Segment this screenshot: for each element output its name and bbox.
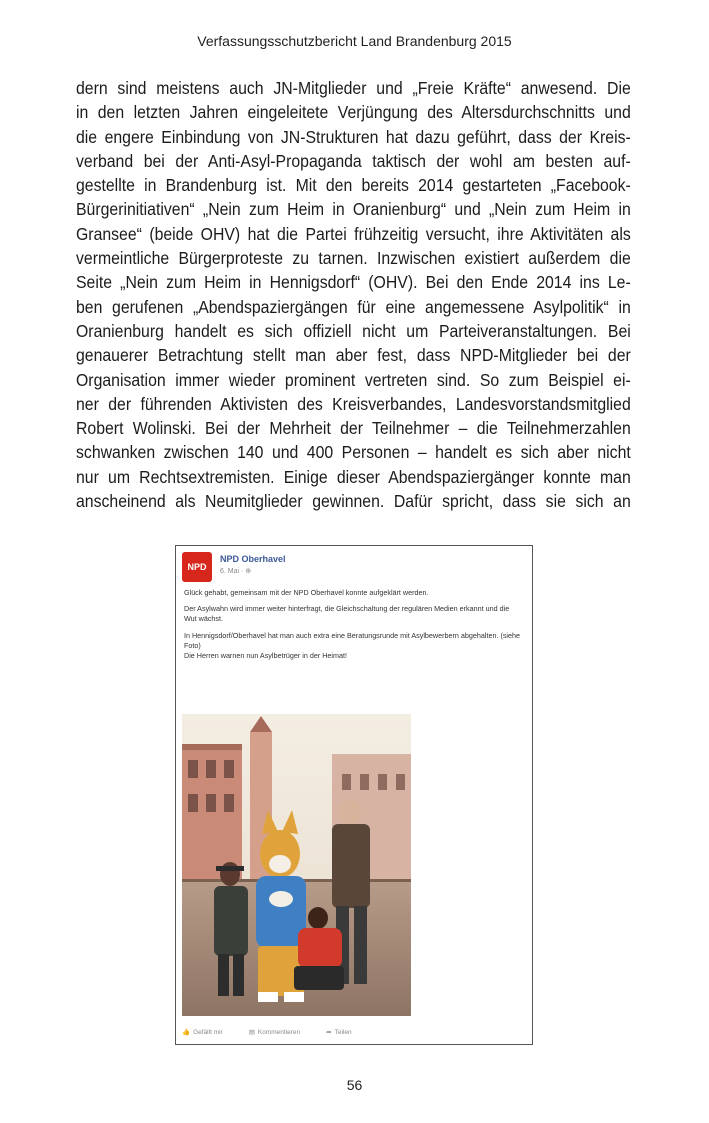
page-name-link[interactable]: NPD Oberhavel [220, 554, 286, 564]
share-icon: ➦ [326, 1029, 332, 1036]
comment-icon: ▤ [248, 1029, 255, 1036]
npd-logo-avatar[interactable]: NPD [182, 552, 212, 582]
text-line: nur um Rechtsextremisten. Einige dieser Abendspaziergänger konnte man [76, 466, 631, 487]
body-text [76, 76, 631, 513]
text-line: verband bei der Anti-Asyl-Propaganda taktisch der wohl am besten auf- [76, 150, 631, 171]
post-paragraph: In Hennigsdorf/Oberhavel hat man auch extra eine Beratungsrunde mit Asylbewerbern abgehalten. (siehe Foto) [184, 630, 521, 650]
text-line: anscheinend als Neumitglieder gewinnen. Dafür spricht, dass sie sich an [76, 491, 631, 512]
text-line: ben gerufenen „Abendspaziergängen für eine angemessene Asylpolitik“ in [76, 296, 631, 317]
facebook-post-screenshot [175, 545, 533, 1045]
text-line: Bürgerinitiativen“ „Nein zum Heim in Oranienburg“ und „Nein zum Heim in [76, 199, 631, 220]
text-line: schwanken zwischen 140 und 400 Personen – handelt es sich aber nicht [76, 442, 631, 463]
text-line: Organisation immer wieder prominent vertreten sind. So zum Beispiel ei- [76, 369, 631, 390]
text-line: Robert Wolinski. Bei der Mehrheit der Teilnehmer – die Teilnehmerzahlen [76, 418, 631, 439]
post-photo[interactable] [182, 714, 411, 1016]
like-button[interactable] [182, 1028, 223, 1036]
post-actions [182, 1028, 522, 1036]
post-paragraph: Die Herren warnen nun Asylbetrüger in der Heimat! [184, 651, 347, 661]
share-button[interactable] [326, 1028, 351, 1036]
thumbs-up-icon: 👍 [182, 1029, 191, 1036]
text-line: Seite „Nein zum Heim in Hennigsdorf“ (OHV). Bei den Ende 2014 ins Le- [76, 272, 631, 293]
comment-label: Kommentieren [257, 1028, 301, 1036]
text-line: genauerer Betrachtung stellt man aber fest, dass NPD-Mitglieder bei der [76, 345, 631, 366]
group-photo-image [182, 714, 411, 1016]
text-line: dern sind meistens auch JN-Mitglieder und „Freie Kräfte“ anwesend. Die [76, 78, 631, 98]
post-body [184, 588, 522, 667]
text-line: Oranienburg handelt es sich offiziell nicht um Parteiveranstaltungen. Bei [76, 320, 631, 341]
comment-button[interactable] [249, 1028, 300, 1036]
text-line: in den letzten Jahren eingeleitete Verjüngung des Altersdurchschnitts und [76, 102, 631, 123]
text-line: gestellte in Brandenburg ist. Mit den bereits 2014 gestarteten „Facebook- [76, 175, 631, 196]
text-line: ner der führenden Aktivisten des Kreisverbandes, Landesvorstandsmitglied [76, 393, 631, 414]
page-number: 56 [346, 1077, 363, 1093]
post-header [182, 552, 286, 582]
post-paragraph: Der Asylwahn wird immer weiter hinterfragt, die Gleichschaltung der regulären Medien erkannt und die Wut wächst. [184, 604, 510, 624]
share-label: Teilen [334, 1028, 352, 1036]
post-paragraph: Glück gehabt, gemeinsam mit der NPD Oberhavel konnte aufgeklärt werden. [184, 588, 429, 597]
post-date[interactable]: 6. Mai · ⊕ [220, 568, 252, 575]
text-line: Gransee“ (beide OHV) hat die Partei frühzeitig versucht, ihre Aktivitäten als [76, 223, 631, 244]
text-line: die engere Einbindung von JN-Strukturen hat dazu geführt, dass der Kreis- [76, 126, 631, 147]
text-line: vermeintliche Bürgerproteste zu tarnen. Inzwischen existiert außerdem die [76, 248, 631, 269]
like-label: Gefällt mir [193, 1028, 223, 1036]
running-header: Verfassungsschutzbericht Land Brandenburg 2015 [197, 33, 512, 49]
